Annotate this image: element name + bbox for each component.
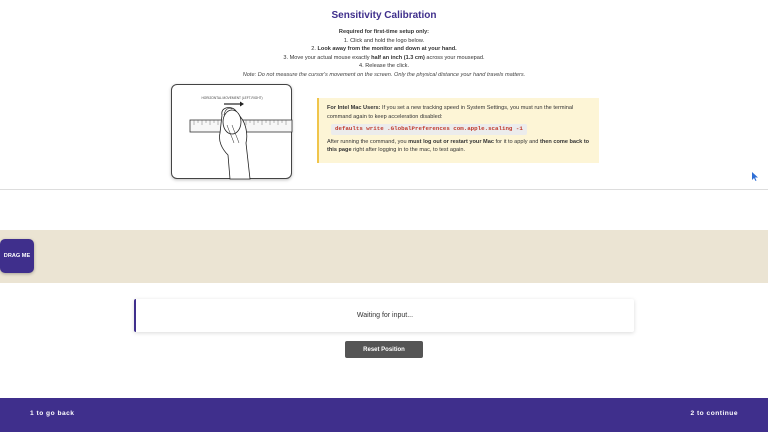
mac-note-text-2c: right after logging in to the mac, to test again. xyxy=(351,147,466,154)
instruction-step-4: 4. Release the click. xyxy=(358,63,410,70)
instructions xyxy=(0,28,768,80)
page-title: Sensitivity Calibration xyxy=(331,10,437,21)
mouse-icon xyxy=(223,110,241,134)
mac-note-text-2b: for it to apply and xyxy=(493,138,540,145)
terminal-command[interactable]: defaults write .GlobalPreferences com.apple.scaling -1 xyxy=(331,124,527,135)
status-text: Waiting for input... xyxy=(356,312,414,319)
continue-hint[interactable]: 2 to continue xyxy=(690,410,738,417)
mac-note-bold-2: then come back to this page xyxy=(327,138,590,154)
mac-note-text-2a: After running the command, you xyxy=(327,138,409,145)
drag-me-handle[interactable]: DRAG ME xyxy=(0,239,34,273)
hand-on-ruler-icon xyxy=(172,85,293,180)
step-2-prefix: 2. xyxy=(311,46,318,53)
instruction-note: Note: Do not measure the cursor's movement on the screen. Only the physical distance your hand travels matters. xyxy=(242,71,526,78)
step-3-bold: half an inch (1.3 cm) xyxy=(371,54,425,61)
instructions-required: Required for first-time setup only: xyxy=(338,29,430,35)
mac-note-intro xyxy=(327,104,591,121)
mac-note-lead: For Intel Mac Users: xyxy=(327,105,381,111)
mouse-cursor-icon xyxy=(752,172,758,181)
mac-note-bold-1: must log out or restart your Mac xyxy=(408,138,494,145)
illustration-caption: HORIZONTAL MOVEMENT (LEFT-RIGHT) xyxy=(201,96,263,100)
instruction-step-2 xyxy=(0,45,768,54)
intel-mac-note xyxy=(317,98,599,163)
section-divider xyxy=(0,189,768,190)
go-back-hint[interactable]: 1 to go back xyxy=(30,410,75,417)
status-panel xyxy=(134,299,634,332)
hand-mouse-illustration xyxy=(171,84,292,179)
instruction-step-1: 1. Click and hold the logo below. xyxy=(343,37,425,44)
footer-bar xyxy=(0,398,768,432)
step-3-suffix: across your mousepad. xyxy=(424,54,485,61)
mac-note-after xyxy=(327,138,591,155)
drag-track xyxy=(0,230,768,283)
step-3-prefix: 3. Move your actual mouse exactly xyxy=(283,54,372,61)
reset-position-button[interactable]: Reset Position xyxy=(345,341,423,358)
instruction-step-3 xyxy=(0,54,768,63)
step-2-bold: Look away from the monitor and down at your hand. xyxy=(317,46,457,53)
mac-note-text-1: If you set a new tracking speed in System Settings, you must run the terminal command again to keep acceleration disabled: xyxy=(327,105,574,120)
